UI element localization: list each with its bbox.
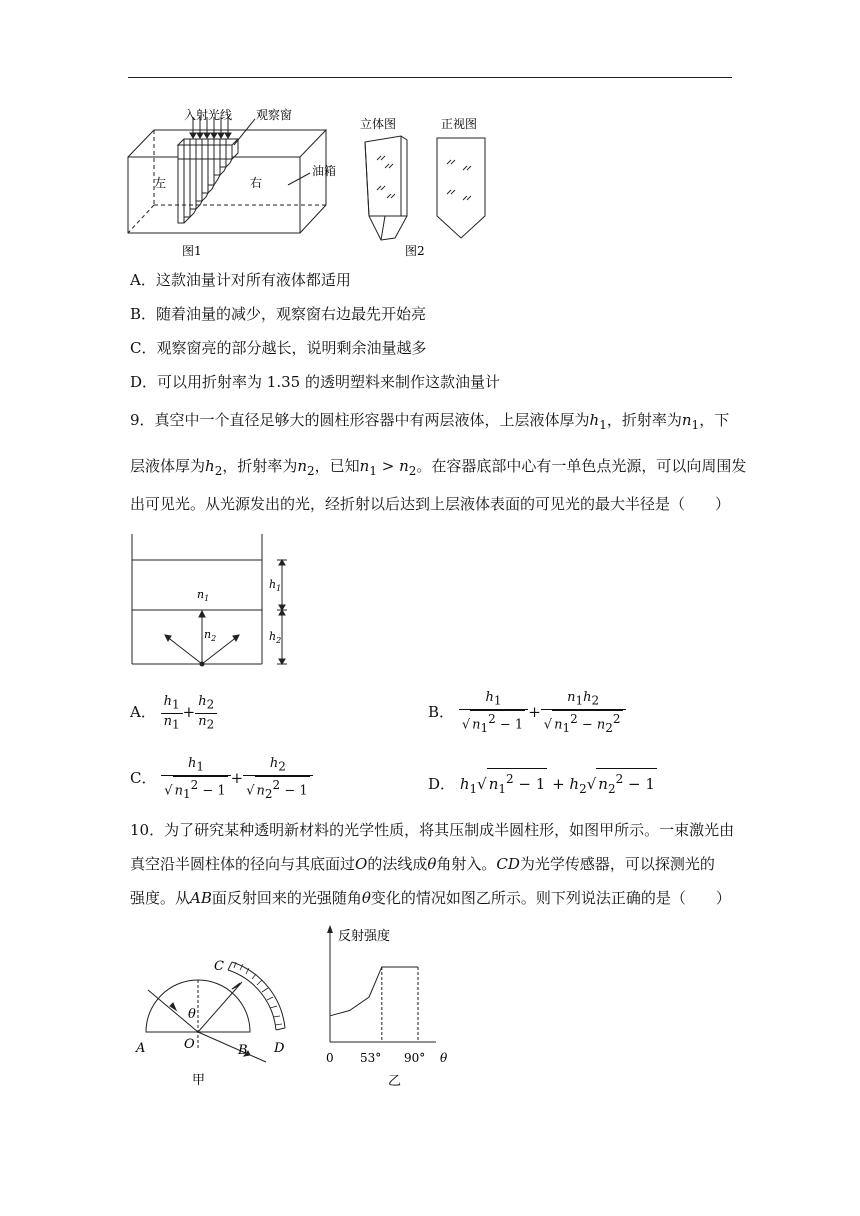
fig-label-h2: $h_2$ — [269, 630, 282, 645]
intensity-curve — [330, 967, 418, 1016]
tick-label-90: 90° — [404, 1051, 426, 1065]
figure-2-meter — [355, 112, 505, 260]
fig-label-n2: $n_2$ — [204, 628, 217, 643]
q8-option-b: B．随着油量的减少，观察窗右边最先开始亮 — [130, 305, 427, 323]
q9-option-a: A． $\frac{h_1}{n_1}$ + $\frac{h_2}{n_2}$ — [130, 694, 217, 732]
q10-line-2: 真空沿半圆柱体的径向与其底面过O的法线成θ角射入。CD为光学传感器，可以探测光的 — [130, 855, 715, 873]
label-observation-window: 观察窗 — [256, 108, 293, 122]
label-O: O — [184, 1037, 195, 1052]
q10-line-3: 强度。从AB面反射回来的光强随角θ变化的情况如图乙所示。则下列说法正确的是（ ） — [130, 889, 731, 907]
label-A: A — [136, 1041, 146, 1056]
q9-option-d: D． $h_1√$ $n_1^2 - 1 + h_2√$ $n_2^2 - 1$ — [428, 768, 657, 799]
q10-line-1: 10．为了研究某种透明新材料的光学性质，将其压制成半圆柱形，如图甲所示。一束激光由 — [130, 821, 735, 839]
label-front-view: 正视图 — [441, 117, 478, 131]
fig-label-h1: $h_1$ — [269, 578, 282, 593]
figure-yi-caption: 乙 — [388, 1074, 402, 1089]
q9-line-2: 层液体厚为$h_2$，折射率为$n_2$，已知$n_1 > n_2$。在容器底部中心有一单色点光源，可以向周围发 — [130, 457, 747, 478]
label-C: C — [214, 959, 224, 974]
q9-option-c: C． $\frac{h_1}{√ n_1^2 - 1}$ + $\frac{h_2}{√ n_2^2 - 1}$ — [130, 756, 313, 802]
q9-line-3: 出可见光。从光源发出的光，经折射以后达到上层液体表面的可见光的最大半径是（ ） — [130, 495, 731, 513]
q9-container-figure — [122, 530, 292, 670]
header-rule — [128, 77, 732, 78]
label-incident-light: 入射光线 — [184, 108, 233, 122]
tick-label-theta: θ — [440, 1051, 448, 1065]
figure-1-oil-tank — [120, 105, 350, 260]
figure-2-caption: 图2 — [405, 244, 425, 258]
q8-option-c: C．观察窗亮的部分越长，说明剩余油量越多 — [130, 339, 427, 357]
q9-line-1: 9．真空中一个直径足够大的圆柱形容器中有两层液体，上层液体厚为$h_1$，折射率为$n_1$，下 — [130, 411, 730, 432]
figure-jia-semicylinder — [128, 950, 303, 1090]
q8-option-a: A．这款油量计对所有液体都适用 — [130, 271, 351, 289]
q9-option-b: B． $\frac{h_1}{√ n_1^2 - 1}$ + $\frac{n_1h_2}{√ n_1^2 - n_2^2}$ — [428, 690, 626, 736]
tick-label-0: 0 — [326, 1051, 334, 1065]
chart-ylabel: 反射强度 — [338, 929, 391, 944]
fig-label-n1: $n_1$ — [197, 588, 210, 603]
label-theta: θ — [188, 1007, 196, 1022]
q8-option-d: D．可以用折射率为 1.35 的透明塑料来制作这款油量计 — [130, 373, 500, 391]
label-oil-tank: 油箱 — [312, 164, 337, 178]
figure-1-caption: 图1 — [182, 244, 202, 258]
label-left: 左 — [154, 176, 167, 190]
label-3d-view: 立体图 — [360, 117, 397, 131]
y-axis-arrow — [327, 925, 333, 933]
label-D: D — [274, 1041, 285, 1056]
label-B: B — [238, 1043, 248, 1058]
tick-label-53: 53° — [360, 1051, 382, 1065]
figure-yi-chart — [318, 922, 468, 1092]
label-right: 右 — [250, 176, 263, 190]
figure-jia-caption: 甲 — [192, 1073, 206, 1088]
